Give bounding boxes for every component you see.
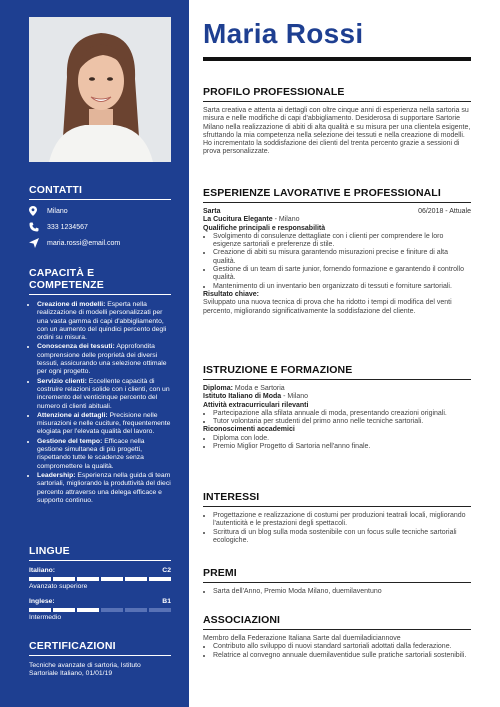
level-segment (53, 577, 75, 581)
awards-list (203, 588, 471, 596)
association-item: • Relatrice al convegno annuale duemilaventidue sulle pratiche sartoriali sostenibili. (213, 652, 471, 660)
experience-section (203, 187, 471, 316)
activity-item: • Tutor volontaria per studenti del primo anno nelle tecniche sartoriali. (213, 418, 471, 426)
job-bullet: • Svolgimento di consulenze dettagliate con i clienti per comprendere le loro esigenze sartoriali e preferenze di stile. (213, 233, 471, 250)
job-dates: 06/2018 - Attuale (418, 208, 471, 215)
awards-section (203, 567, 471, 596)
profile-title: PROFILO PROFESSIONALE (203, 86, 471, 102)
associations-list (203, 643, 471, 660)
skill-description: Esperienza nella guida di team sartoriali, migliorando la produttività del dieci percento attraverso una delega efficace e supporto continuo. (37, 471, 171, 504)
awards-title: PREMI (203, 567, 471, 583)
skill-name: Attenzione ai dettagli: (37, 411, 108, 419)
skill-description: Efficace nella gestione simultanea di più progetti, rispettando tutte le scadenze senza compromettere la qualità. (37, 437, 145, 470)
profile-text: Sarta creativa e attenta ai dettagli con oltre cinque anni di esperienza nella sartoria su misura e nelle modifiche di capi d'abbigliamento. Desiderosa di supportare Sartorie Milano nella realizzazione di abiti di alta qualità e su misura per una clientela esigente, sfruttando la mia competenza nella selezione dei tessuti e nella creazione di modelli. Ho incrementato la soddisfazione dei clienti del trenta percento grazie a sessioni di prova personalizzate. (203, 107, 471, 156)
school-line (203, 393, 471, 401)
contact-phone-row (29, 222, 171, 232)
contact-title: CONTATTI (29, 184, 171, 200)
job-role: Sarta (203, 208, 221, 215)
skill-description: Esperta nella realizzazione di modelli personalizzati per una vasta gamma di capi d'abbigliamento, con un aumento del quindici percento degli ordini su misura. (37, 301, 167, 342)
education-title: ISTRUZIONE E FORMAZIONE (203, 364, 471, 380)
skill-item (37, 378, 171, 411)
languages-title: LINGUE (29, 545, 171, 561)
certifications-section (29, 640, 171, 679)
level-segment (125, 608, 147, 612)
language-name: Inglese: (29, 598, 55, 605)
level-segment (101, 608, 123, 612)
skill-name: Conoscenza dei tessuti: (37, 343, 115, 351)
interest-item: • Progettazione e realizzazione di costumi per produzioni teatrali locali, migliorando l'autenticità e le prestazioni degli spettacoli. (213, 512, 471, 529)
language-code: B1 (162, 598, 171, 605)
job-qualifications-title: Qualifiche principali e responsabilità (203, 224, 326, 232)
skill-item (37, 438, 171, 471)
associations-title: ASSOCIAZIONI (203, 614, 471, 630)
job-bullet: • Mantenimento di un inventario ben organizzato di tessuti e forniture sartoriali. (213, 283, 471, 291)
school-location: - Milano (281, 393, 309, 401)
job-bullets (203, 233, 471, 291)
job-bullet: • Creazione di abiti su misura garantendo misurazioni precise e finiture di alta qualità. (213, 249, 471, 266)
language-row (29, 567, 171, 574)
language-name: Italiano: (29, 567, 56, 574)
candidate-name: Maria Rossi (203, 18, 364, 49)
send-icon (29, 238, 47, 248)
level-segment (53, 608, 75, 612)
interests-title: INTERESSI (203, 491, 471, 507)
language-item (29, 598, 171, 621)
skill-item (37, 412, 171, 437)
association-item: • Contributo allo sviluppo di nuovi standard sartoriali adottati dalla federazione. (213, 643, 471, 651)
interests-section (203, 491, 471, 545)
skill-description: Approfondita comprensione delle proprietà dei diversi tessuti, assicurando una selezione ottimale per ogni progetto. (37, 343, 167, 376)
associations-intro: Membro della Federazione Italiana Sarte dal duemiladiciannove (203, 635, 401, 642)
certifications-title: CERTIFICAZIONI (29, 640, 171, 656)
language-code: C2 (162, 567, 171, 574)
level-segment (77, 608, 99, 612)
skill-item (37, 472, 171, 505)
experience-title: ESPERIENZE LAVORATIVE E PROFESSIONALI (203, 187, 471, 203)
academic-award-item: • Premio Miglior Progetto di Sartoria nell'anno finale. (213, 443, 471, 451)
skill-name: Gestione del tempo: (37, 437, 103, 445)
skills-section (29, 267, 171, 506)
contact-section (29, 184, 171, 254)
job-bullet: • Gestione di un team di sarte junior, fornendo formazione e garantendo il controllo qualità. (213, 266, 471, 283)
profile-photo (29, 17, 171, 162)
diploma-label: Diploma: (203, 385, 233, 392)
skill-name: Servizio clienti: (37, 377, 87, 385)
level-segment (149, 608, 171, 612)
interest-item: • Scrittura di un blog sulla moda sostenibile con un focus sulle tecniche sartoriali ecologiche. (213, 529, 471, 546)
job-result-text: Sviluppato una nuova tecnica di prova che ha ridotto i tempi di modifica del venti percento, migliorando significativamente la soddisfazione del cliente. (203, 299, 452, 315)
level-segment (29, 608, 51, 612)
name-underline (203, 57, 471, 61)
language-level-bar (29, 608, 171, 612)
skill-description: Precisione nelle misurazioni e nelle cuciture, frequentemente elogiata per l'elevata qualità del lavoro. (37, 411, 171, 436)
skill-item (37, 301, 171, 342)
level-segment (149, 577, 171, 581)
interests-list (203, 512, 471, 545)
diploma-value: Moda e Sartoria (232, 385, 285, 392)
activity-item: • Partecipazione alla sfilata annuale di moda, presentando creazioni originali. (213, 410, 471, 418)
award-item: • Sarta dell'Anno, Premio Moda Milano, duemilaventuno (213, 588, 471, 596)
level-segment (29, 577, 51, 581)
skill-description: Eccellente capacità di costruire relazioni solide con i clienti, con un incremento del venticinque percento del numero di clienti abituali. (37, 377, 170, 410)
skill-item (37, 343, 171, 376)
sidebar (0, 0, 189, 707)
diploma-line (203, 385, 471, 393)
skills-list (29, 301, 171, 505)
languages-list (29, 567, 171, 621)
contact-city-row (29, 206, 171, 216)
level-segment (101, 577, 123, 581)
language-level-bar (29, 577, 171, 581)
associations-section (203, 614, 471, 660)
job-header (203, 208, 471, 216)
school-name: Istituto Italiano di Moda (203, 393, 282, 401)
academic-awards-title: Riconoscimenti accademici (203, 426, 295, 434)
skill-name: Leadership: (37, 471, 76, 479)
job-result-title: Risultato chiave: (203, 290, 260, 298)
skills-title: CAPACITÀ E COMPETENZE (29, 267, 171, 295)
certification-text: Tecniche avanzate di sartoria, Istituto Sartoriale Italiano, 01/01/19 (29, 662, 141, 678)
education-section (203, 364, 471, 451)
language-item (29, 567, 171, 590)
location-pin-icon (29, 206, 47, 216)
job-company: La Cucitura Elegante (203, 216, 273, 224)
academic-award-item: • Diploma con lode. (213, 435, 471, 443)
job-company-line (203, 216, 471, 224)
language-level-text: Avanzato superiore (29, 583, 88, 590)
job-location: - Milano (272, 216, 300, 224)
contact-email-row (29, 238, 171, 248)
contact-city: Milano (47, 207, 68, 215)
contact-email[interactable]: maria.rossi@email.com (47, 239, 121, 247)
level-segment (125, 577, 147, 581)
skill-name: Creazione di modelli: (37, 301, 106, 308)
activities-title: Attività extracurriculari rilevanti (203, 401, 309, 409)
phone-icon (29, 222, 47, 232)
profile-section (203, 86, 471, 157)
level-segment (77, 577, 99, 581)
portrait-image (29, 17, 171, 162)
languages-section (29, 545, 171, 629)
contact-phone[interactable]: 333 1234567 (47, 223, 88, 231)
academic-awards-list (203, 435, 471, 452)
language-row (29, 598, 171, 605)
language-level-text: Intermedio (29, 614, 62, 621)
activities-list (203, 410, 471, 427)
